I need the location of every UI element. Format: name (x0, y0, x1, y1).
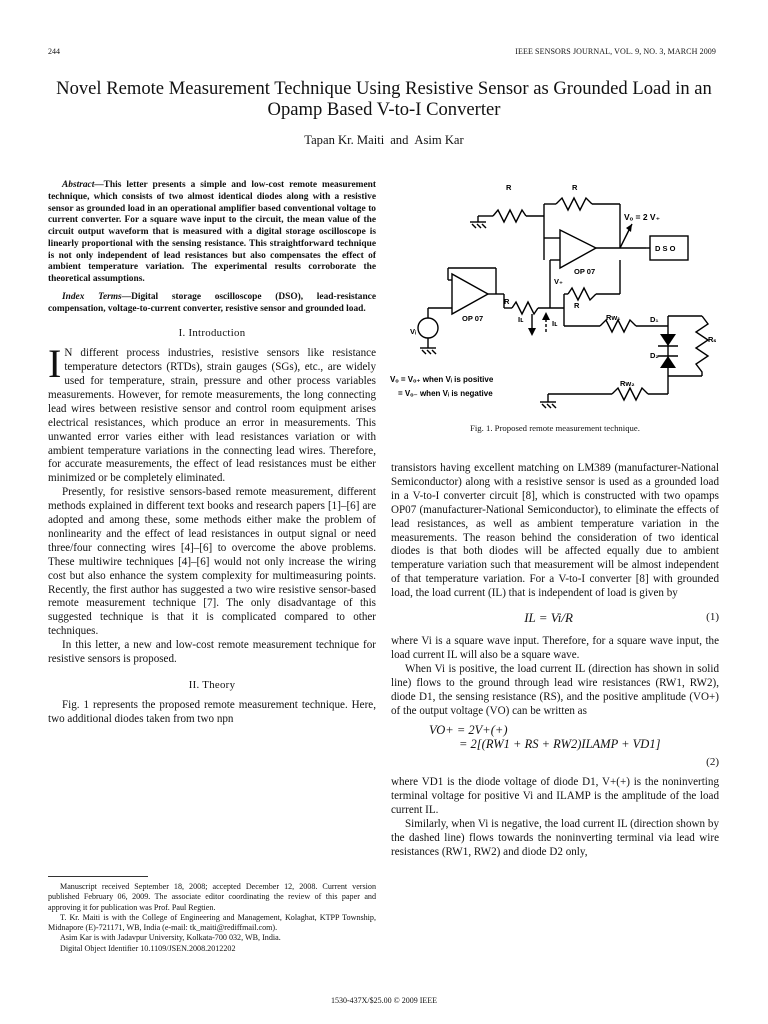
drop-cap: I (48, 341, 62, 387)
copyright-line: 1530-437X/$25.00 © 2009 IEEE (330, 996, 438, 1005)
equation-2-line-2: = 2[(RW1 + RS + RW2)ILAMP + VD1] (459, 737, 661, 752)
resistor-r-top-right (556, 198, 592, 210)
label-r-top-right: R (572, 183, 578, 192)
footnote-author-2: Asim Kar is with Jadavpur University, Kolkata-700 032, WB, India. (60, 933, 281, 943)
label-dso: D S O (655, 244, 676, 253)
ground-symbol (470, 216, 486, 228)
diode-d2 (660, 356, 676, 368)
right-paragraph-2: where Vi is a square wave input. Therefore, for a square wave input, the load current IL will also be a square wave. (391, 634, 719, 661)
equation-1-number: (1) (706, 611, 719, 624)
equation-2 (391, 724, 719, 752)
right-column (391, 462, 719, 860)
label-il-dashed: Iʟ (552, 319, 558, 328)
note-positive: Vₒ = Vₒ₊ when Vᵢ is positive (390, 375, 494, 384)
author-line (0, 133, 768, 148)
right-paragraph-5: Similarly, when Vi is negative, the load current IL (direction shown by the dashed line) flows towards the noninverting terminal via lead wire resistances (RW1, RW2) and diode D2 only, (391, 817, 719, 858)
footnote-manuscript: Manuscript received September 18, 2008; accepted December 12, 2008. Current version published February 06, 2009. The associate editor coordinating the review of this paper and approving it for publication was Prof. Paul Regtien. (48, 882, 376, 912)
figure-caption: Fig. 1. Proposed remote measurement technique. (470, 423, 640, 433)
footnote-doi: Digital Object Identifier 10.1109/JSEN.2008.2012202 (60, 943, 236, 953)
page-number: 244 (48, 47, 60, 56)
label-rs: Rₛ (708, 335, 717, 344)
theory-paragraph-1: Fig. 1 represents the proposed remote measurement technique. Here, two additional diodes taken from two npn (48, 698, 376, 725)
intro-paragraph-1 (48, 341, 376, 486)
intro-paragraph-1-text: N different process industries, resistive sensors like resistance temperature detectors (RTDs), strain gauges (SGs), etc., are widely used for temperature, strain, pressure and other process variables measurements. However, for remote measurements, the long connecting lead wires between resistive sensor and control room equipment arises electrical resistances, which produce an error in measurements. This unwanted error varies either with lead resistances variation or with ambient temperature variations in the connecting lead wires. Therefore, for accurate measurements, the effect of lead resistances must be either minimized or be completely eliminated. (48, 347, 376, 485)
resistor-rw2 (612, 388, 648, 400)
diode-d1 (660, 334, 676, 346)
resistor-r-top-left (493, 210, 526, 222)
label-rw1: Rᴡ₁ (606, 313, 621, 322)
opamp-right (560, 230, 596, 268)
section-heading-theory: II. Theory (188, 679, 236, 691)
journal-header: IEEE SENSORS JOURNAL, VOL. 9, NO. 3, MARCH 2009 (515, 47, 716, 56)
intro-paragraph-3: In this letter, a new and low-cost remote measurement technique for resistive sensors is proposed. (48, 639, 376, 666)
abstract-text: This letter presents a simple and low-cost remote measurement technique, which consists of two almost identical diodes along with a resistive sensor as grounded load in an operational amplifier based conventional voltage to current converter. For a square wave input to the circuit, the mean value of the circuit output waveform that is measured with a digital storage oscilloscope is linearly proportional with the sensing resistance. This straightforward technique is not only independent of lead resistances but also compensates the effect of ambient temperature variation. The experimental results corroborate the theoretical assumptions. (48, 180, 376, 284)
label-r-top-left: R (506, 183, 512, 192)
resistor-r-mid-left (512, 302, 538, 314)
intro-paragraph-2: Presently, for resistive sensors-based remote measurement, different methods explained in different text books and research papers [1]–[6] are adopted and among these, some methods either make the problem of nonlinearity and the effect of lead resistances in output signal or need three/four connecting wires [4]–[6] to overcome the above problems. These multiwire techniques [4]–[6] would not only increase the wiring cost but also enhance the system complexity for multimeasuring points. Recently, the first author has suggested a two wire resistive sensor-based remote measurement technique [7]. The only disadvantage of this suggested technique is that it is complicated compared to other techniques. (48, 486, 376, 638)
section-heading-introduction: I. Introduction (178, 327, 246, 340)
opamp-left (452, 274, 488, 314)
footnote-author-1: T. Kr. Maiti is with the College of Engineering and Management, Kolaghat, KTPP Township, Midnapore (E)-721171, WB, India (e-mail: tk_maiti@rediffmail.com). (48, 912, 376, 933)
index-terms-text: Digital storage oscilloscope (DSO), lead-resistance compensation, voltage-to-current converter, resistive sensor and grounded load. (48, 291, 376, 314)
label-vi: Vᵢ (410, 327, 417, 336)
abstract-lead: Abstract (62, 180, 95, 190)
index-terms-lead: Index Terms (62, 291, 122, 302)
label-d2: D₂ (650, 351, 659, 360)
label-vo-equation: Vₒ = 2 V₊ (624, 212, 661, 222)
left-column (48, 180, 376, 727)
input-source (418, 318, 438, 338)
paper-title: Novel Remote Measurement Technique Using Resistive Sensor as Grounded Load in an Opamp Based V-to-I Converter (56, 78, 712, 120)
ground-symbol (540, 402, 556, 408)
ground-symbol (420, 348, 436, 354)
label-d1: D₁ (650, 315, 659, 324)
footnotes (48, 882, 376, 954)
note-negative: = Vₒ₋ when Vᵢ is negative (398, 389, 493, 398)
resistor-rs (696, 316, 708, 376)
footnote-rule (48, 876, 148, 877)
resistor-r-mid-right (568, 288, 596, 300)
right-paragraph-3: When Vi is positive, the load current IL (direction has shown in solid line) flows to the ground through lead wire resistances (RW1, RW2), diode D1, the sensing resistance (RS), and the positive amplitude (VO+) of the output voltage (VO) can be written as (391, 662, 719, 717)
label-rw2: Rᴡ₂ (620, 379, 635, 388)
author-separator: and (390, 133, 409, 147)
right-paragraph-4: where VD1 is the diode voltage of diode D1, V+(+) is the noninverting terminal voltage for positive Vi and ILAMP is the amplitude of the load current IL. (391, 776, 719, 816)
equation-1 (391, 611, 719, 625)
right-paragraph-1: transistors having excellent matching on LM389 (manufacturer-National Semiconductor) along with a resistive sensor is used as a grounded load in a V-to-I converter circuit [8], which is constructed with two opamps OP07 (manufacturer-National Semiconductor), to eliminate the effects of lead resistances, as well as ambient temperature variation in the measurements. The reason behind the consideration of two identical diodes is that both diodes will be affected equally due to ambient temperature variation such that measurement will be almost independent of that temperature variation. For a V-to-I converter [8] with grounded load, the load current (IL) that is independent of load is given by (391, 462, 719, 600)
label-op07-left: OP 07 (462, 314, 484, 323)
label-vplus: V₊ (554, 277, 563, 286)
abstract: Abstract—This letter presents a simple and low-cost remote measurement technique, which consists of two almost identical diodes along with a resistive sensor as grounded load in an operational amplifier based conventional voltage to current converter. For a square wave input to the circuit, the mean value of the circuit output waveform that is measured with a digital storage oscilloscope is linearly proportional with the sensing resistance. This straightforward technique is not only independent of lead resistances but also compensates the effect of ambient temperature variation. The experimental results corroborate the theoretical assumptions. (48, 180, 376, 284)
index-terms: Index Terms—Digital storage oscilloscope (DSO), lead-resistance compensation, voltage-to-current converter, resistive sensor and grounded load. (48, 291, 376, 314)
label-r-mid-left: R (504, 297, 510, 306)
author-name: Tapan Kr. Maiti (304, 133, 385, 147)
equation-1-body: IL = Vi/R (524, 610, 573, 626)
label-op07-right: OP 07 (574, 267, 596, 276)
equation-2-line-1: VO+ = 2V+(+) (429, 723, 508, 738)
circuit-diagram (388, 176, 720, 416)
author-name: Asim Kar (414, 133, 464, 147)
label-il-solid: Iʟ (518, 315, 524, 324)
label-r-mid-right: R (574, 301, 580, 310)
equation-2-number: (2) (706, 756, 719, 769)
